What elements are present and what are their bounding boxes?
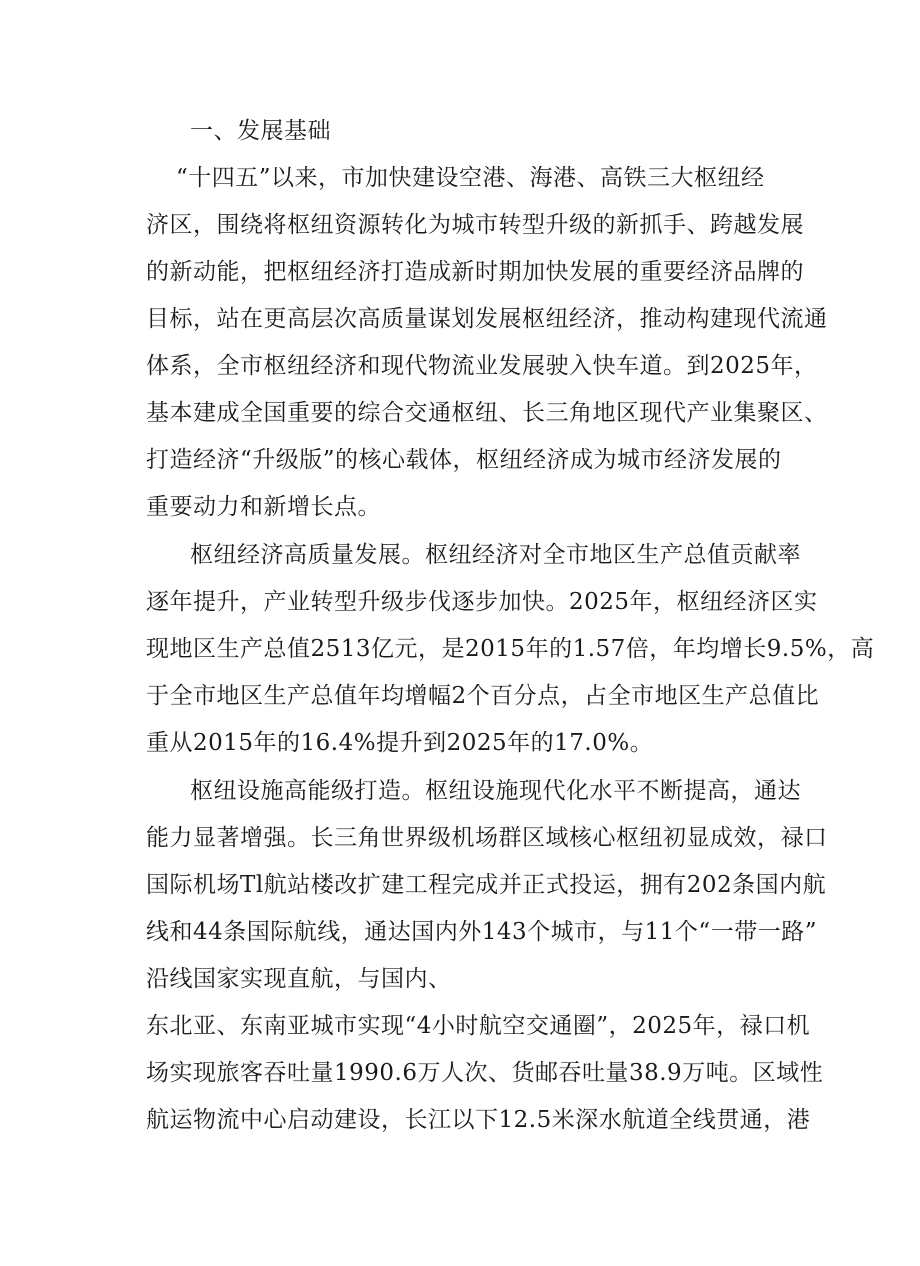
paragraph-line: 逐年提升，产业转型升级步伐逐步加快。2025年，枢纽经济区实 (146, 589, 818, 615)
paragraph-line: 重要动力和新增长点。 (146, 494, 381, 520)
paragraph-line: 基本建成全国重要的综合交通枢纽、长三角地区现代产业集聚区、 (146, 400, 828, 426)
paragraph-line: 场实现旅客吞吐量1990.6万人次、货邮吞吐量38.9万吨。区域性 (146, 1060, 824, 1086)
paragraph-line: 的新动能，把枢纽经济打造成新时期加快发展的重要经济品牌的 (146, 259, 804, 285)
paragraph-line: 目标，站在更高层次高质量谋划发展枢纽经济，推动构建现代流通 (146, 306, 828, 332)
paragraph-line: 线和44条国际航线，通达国内外143个城市，与11个“一带一路” (146, 919, 817, 945)
paragraph-line: 沿线国家实现直航，与国内、 (146, 966, 452, 992)
paragraph-line: 于全市地区生产总值年均增幅2个百分点，占全市地区生产总值比 (146, 683, 820, 709)
paragraph-line: 能力显著增强。长三角世界级机场群区域核心枢纽初显成效，禄口 (146, 825, 828, 851)
paragraph-line: 济区，围绕将枢纽资源转化为城市转型升级的新抓手、跨越发展 (146, 212, 804, 238)
paragraph-line: 枢纽经济高质量发展。枢纽经济对全市地区生产总值贡献率 (190, 542, 801, 568)
paragraph-line: 重从2015年的16.4%提升到2025年的17.0%。 (146, 730, 654, 756)
section-heading: 一、发展基础 (190, 118, 331, 144)
paragraph-line: 航运物流中心启动建设，长江以下12.5米深水航道全线贯通，港 (146, 1107, 811, 1133)
paragraph-line: 东北亚、东南亚城市实现“4小时航空交通圈”，2025年，禄口机 (146, 1013, 811, 1039)
paragraph-line: 打造经济“升级版”的核心载体，枢纽经济成为城市经济发展的 (146, 447, 782, 473)
paragraph-line: 现地区生产总值2513亿元，是2015年的1.57倍，年均增长9.5%，高 (146, 636, 875, 662)
paragraph-line: 枢纽设施高能级打造。枢纽设施现代化水平不断提高，通达 (190, 778, 801, 804)
paragraph-line: 体系，全市枢纽经济和现代物流业发展驶入快车道。到2025年， (146, 353, 818, 379)
paragraph-line: “十四五”以来，市加快建设空港、海港、高铁三大枢纽经 (176, 165, 765, 191)
paragraph-line: 国际机场Tl航站楼改扩建工程完成并正式投运，拥有202条国内航 (146, 872, 827, 898)
